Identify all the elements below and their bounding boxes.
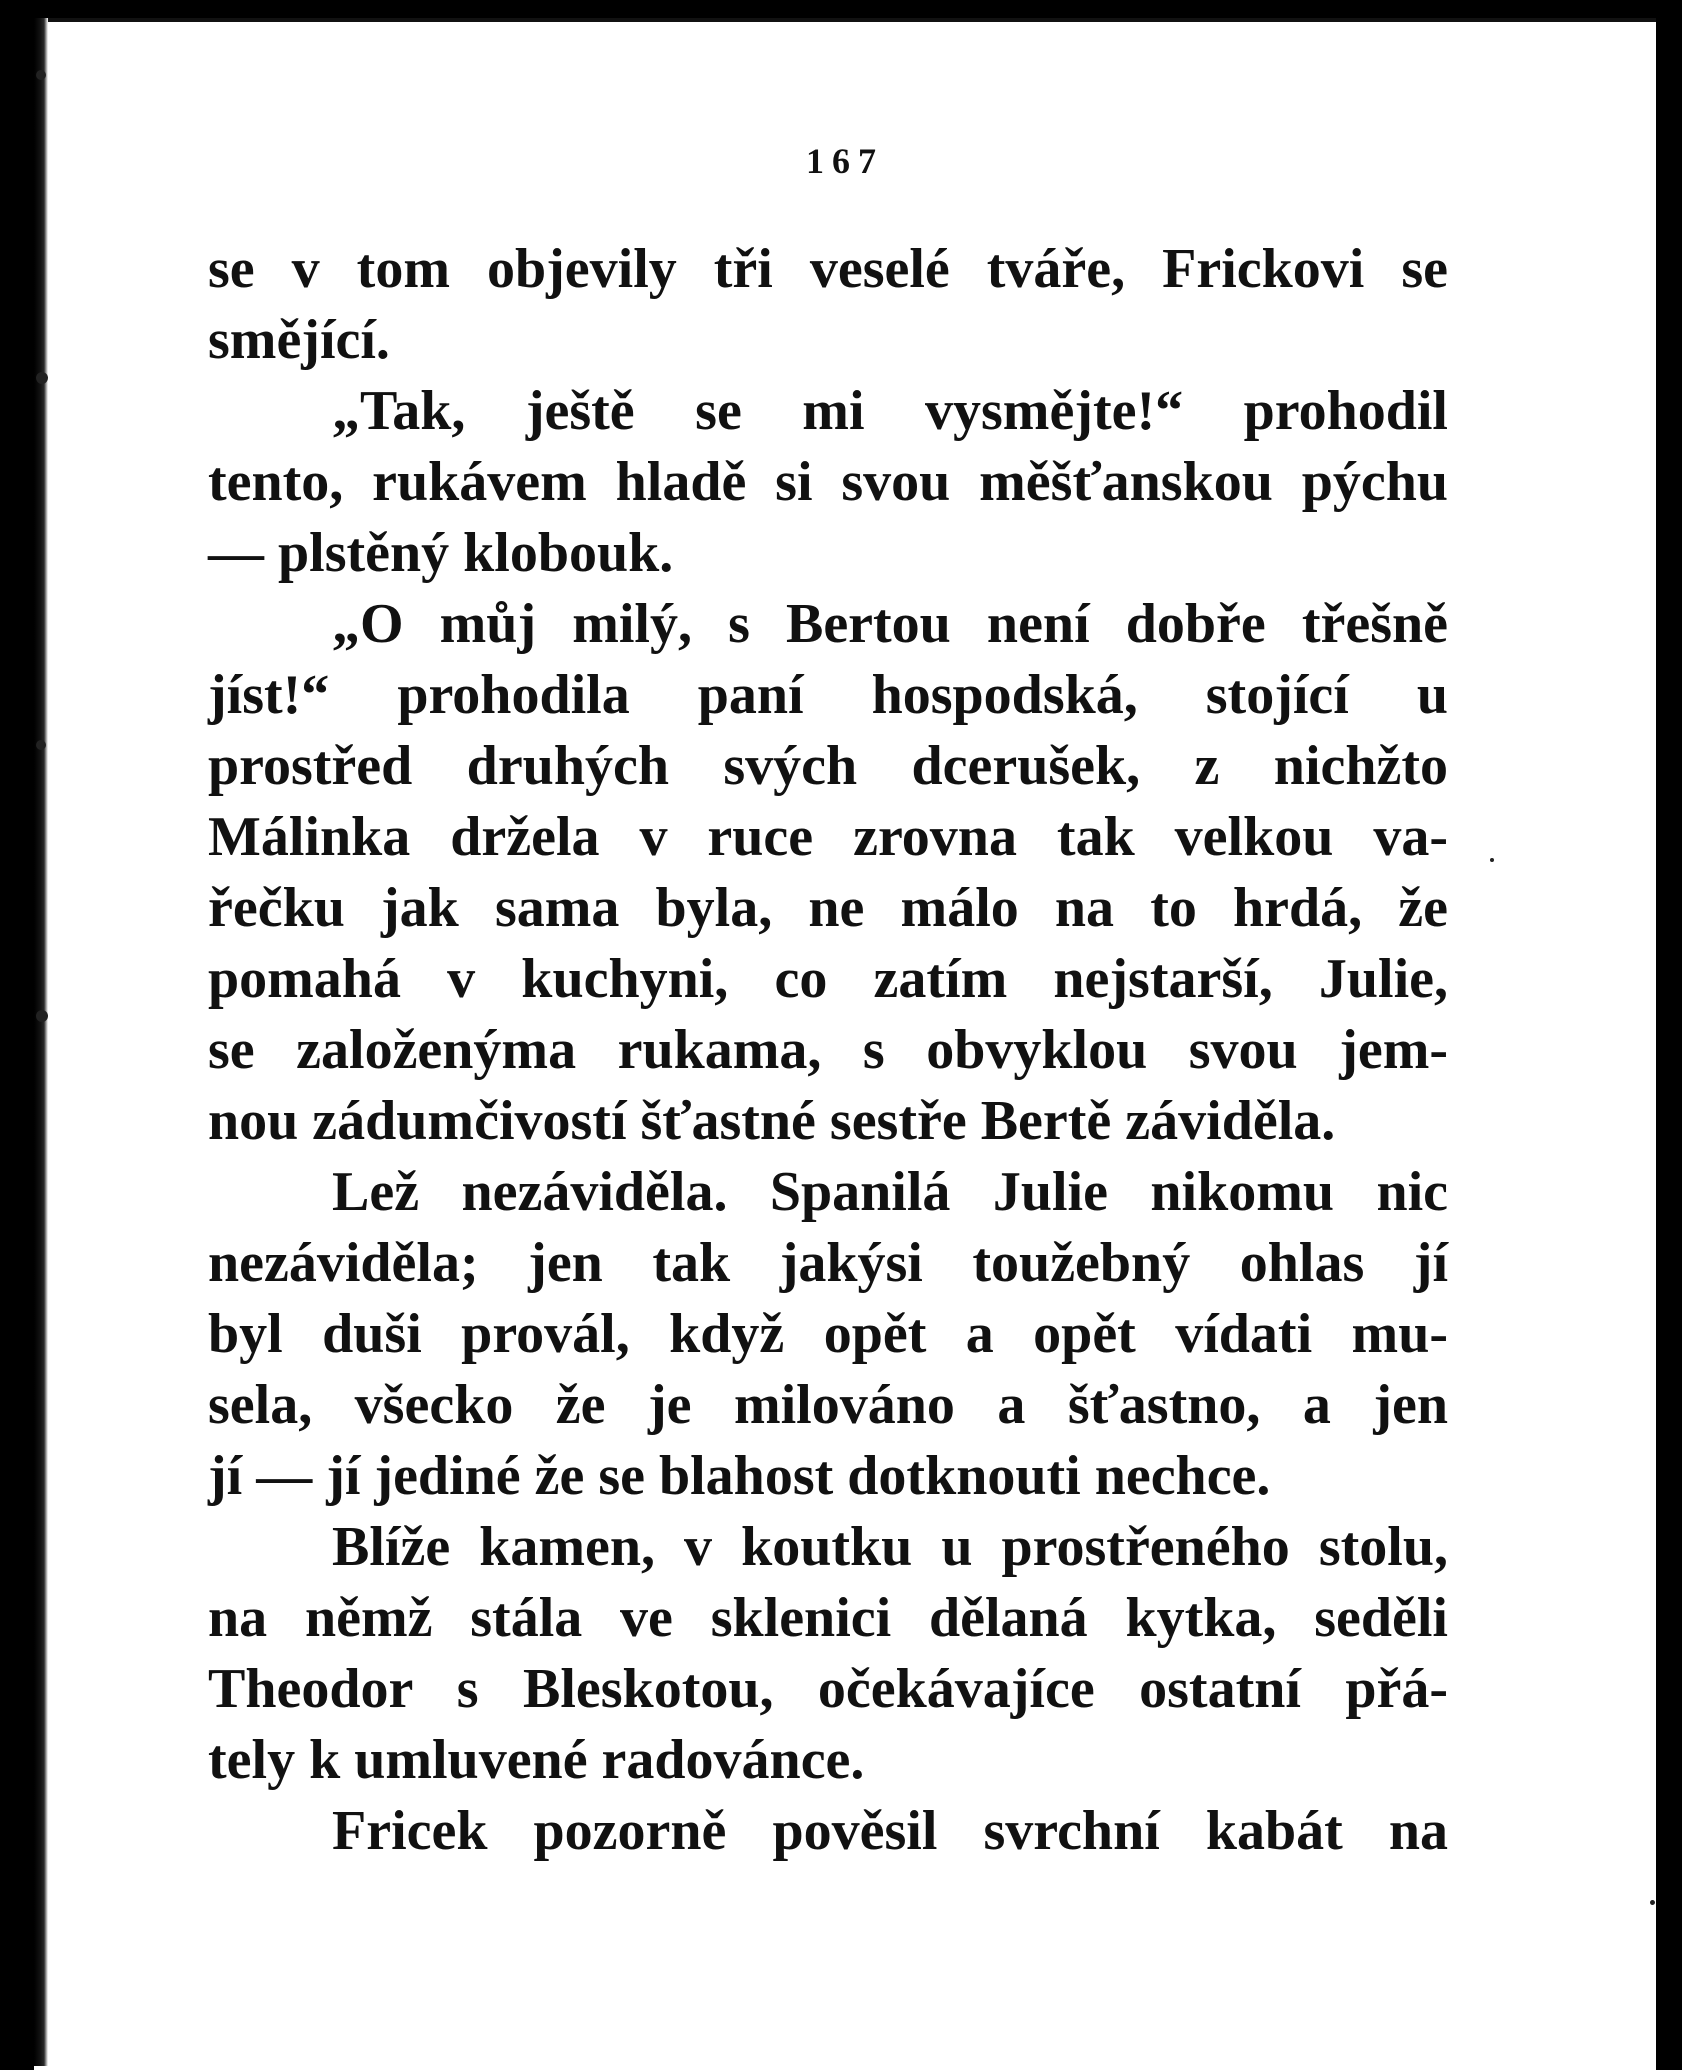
scan-speck — [36, 70, 46, 80]
text-line: Málinka držela v ruce zrovna tak velkou va- — [208, 806, 1448, 868]
text-line: na němž stála ve sklenici dělaná kytka, seděli — [208, 1587, 1448, 1649]
text-line: — plstěný klobouk. — [208, 522, 674, 584]
text-line: se v tom objevily tři veselé tváře, Frickovi se — [208, 238, 1448, 300]
body-text — [208, 234, 1448, 1867]
text-line: nezáviděla; jen tak jakýsi toužebný ohlas jí — [208, 1232, 1448, 1294]
text-line: pomahá v kuchyni, co zatím nejstarší, Julie, — [208, 948, 1448, 1010]
text-line: „Tak, ještě se mi vysmějte!“ prohodil — [332, 380, 1448, 442]
text-line: se založenýma rukama, s obvyklou svou jem- — [208, 1019, 1448, 1081]
text-line: jí — jí jediné že se blahost dotknouti nechce. — [208, 1445, 1271, 1507]
scan-speck — [36, 1010, 48, 1022]
scan-border-right — [1656, 0, 1682, 2066]
text-line: sela, všecko že je milováno a šťastno, a jen — [208, 1374, 1448, 1436]
page-number: 167 — [806, 141, 884, 181]
scan-speck — [1490, 858, 1494, 862]
text-line: tento, rukávem hladě si svou měšťanskou pýchu — [208, 451, 1448, 513]
text-line: řečku jak sama byla, ne málo na to hrdá, že — [208, 877, 1448, 939]
text-line: Theodor s Bleskotou, očekávajíce ostatní přá- — [208, 1658, 1448, 1720]
text-line: jíst!“ prohodila paní hospodská, stojící u — [208, 664, 1448, 726]
text-line: byl duši provál, když opět a opět vídati mu- — [208, 1303, 1448, 1365]
scan-speck — [36, 740, 46, 750]
text-line: tely k umluvené radovánce. — [208, 1729, 865, 1791]
text-line: Blíže kamen, v koutku u prostřeného stolu, — [332, 1516, 1448, 1578]
scan-speck — [1650, 1900, 1655, 1905]
text-line: Fricek pozorně pověsil svrchní kabát na — [332, 1800, 1448, 1862]
text-line: prostřed druhých svých dcerušek, z nichžto — [208, 735, 1448, 797]
text-line: nou zádumčivostí šťastné sestře Bertě záviděla. — [208, 1090, 1336, 1152]
book-page — [34, 18, 1656, 2070]
text-line: Lež nezáviděla. Spanilá Julie nikomu nic — [332, 1161, 1448, 1223]
text-line: smějící. — [208, 309, 390, 371]
scan-speck — [36, 372, 48, 384]
text-line: „O můj milý, s Bertou není dobře třešně — [332, 593, 1448, 655]
book-spine-shadow — [34, 18, 48, 2066]
